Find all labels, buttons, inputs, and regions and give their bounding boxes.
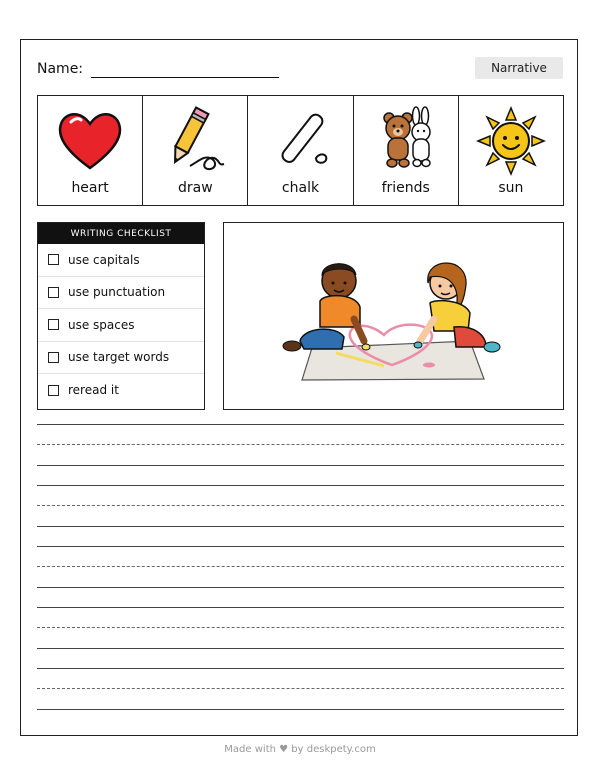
checklist-item-label: use target words — [68, 350, 170, 365]
genre-badge: Narrative — [475, 57, 563, 79]
pencil-icon — [160, 106, 230, 176]
word-label: sun — [498, 180, 524, 196]
name-label: Name: — [37, 61, 84, 77]
word-card-sun — [459, 96, 563, 205]
checklist-item[interactable] — [38, 374, 204, 407]
footer-prefix: Made with — [224, 744, 276, 755]
checklist-item[interactable] — [38, 309, 204, 342]
word-card-friends — [354, 96, 459, 205]
checklist-item-label: use punctuation — [68, 285, 166, 300]
checklist-item[interactable] — [38, 244, 204, 277]
name-input-line[interactable] — [91, 77, 279, 78]
writing-checklist — [37, 222, 205, 410]
word-label: draw — [177, 180, 213, 196]
name-row — [37, 60, 297, 82]
word-card-chalk — [248, 96, 353, 205]
story-picture — [223, 222, 564, 410]
heart-icon: ♥ — [279, 744, 289, 755]
checklist-item-label: reread it — [68, 383, 119, 398]
bear-bunny-icon — [371, 106, 441, 176]
footer — [0, 744, 600, 755]
checklist-title: WRITING CHECKLIST — [38, 223, 204, 244]
children-drawing-illustration — [224, 223, 562, 408]
checkbox[interactable] — [48, 352, 59, 363]
chalk-icon — [266, 106, 336, 176]
word-card-draw — [143, 96, 248, 205]
checklist-item-label: use capitals — [68, 252, 140, 267]
word-label: chalk — [281, 180, 320, 196]
footer-suffix: by deskpety.com — [291, 744, 376, 755]
checklist-item[interactable] — [38, 277, 204, 310]
checkbox[interactable] — [48, 385, 59, 396]
sun-icon — [476, 106, 546, 176]
checkbox[interactable] — [48, 254, 59, 265]
worksheet — [20, 39, 578, 736]
checklist-item-label: use spaces — [68, 317, 135, 332]
word-bank — [37, 95, 564, 206]
checklist-item[interactable] — [38, 342, 204, 375]
word-label: heart — [71, 180, 109, 196]
heart-icon — [55, 106, 125, 176]
checkbox[interactable] — [48, 319, 59, 330]
word-card-heart — [38, 96, 143, 205]
word-label: friends — [381, 180, 430, 196]
checkbox[interactable] — [48, 287, 59, 298]
